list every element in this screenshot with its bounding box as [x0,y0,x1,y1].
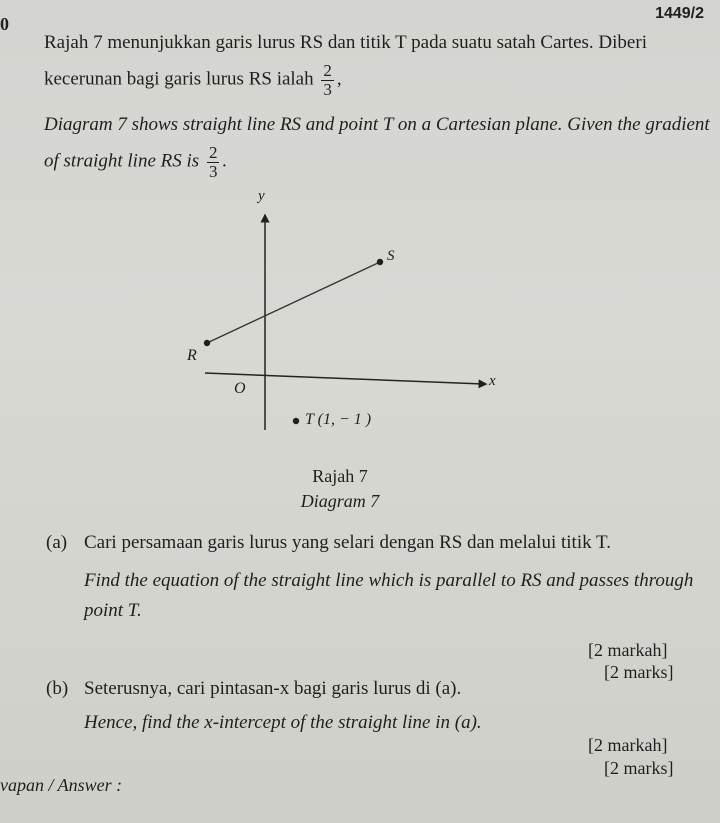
part-b-label: (b) [46,678,69,699]
answer-label: vapan / Answer : [0,775,123,795]
point-r-dot [204,340,210,346]
question-english-line2-text: of straight line RS is [44,150,200,172]
point-t-dot [293,418,299,424]
part-b-malay: Seterusnya, cari pintasan-x bagi garis lurus di (a). [84,678,462,699]
part-b-english: Hence, find the x-intercept of the straight line in (a). [84,712,482,733]
part-a-english-line1: Find the equation of the straight line which is parallel to RS and passes through [84,570,694,591]
question-malay-line2-text: kecerunan bagi garis lurus RS ialah [44,68,314,90]
question-malay-line1: Rajah 7 menunjukkan garis lurus RS dan titik T pada suatu satah Cartes. Diberi [44,32,647,53]
point-s-label: S [387,248,395,264]
part-a-label: (a) [46,532,68,553]
caption-malay: Rajah 7 [312,466,368,486]
part-b-marks-english: [2 marks] [604,758,674,778]
part-a-english-line2: point T. [84,600,142,621]
origin-label: O [234,380,246,397]
x-axis-label: x [489,373,496,389]
question-english-line1: Diagram 7 shows straight line RS and point T on a Cartesian plane. Given the gradient [44,114,710,135]
gradient-denominator: 3 [323,79,332,99]
part-a-marks-malay: [2 markah] [588,640,668,660]
part-b-marks-malay: [2 markah] [588,735,668,755]
caption-english: Diagram 7 [300,491,380,511]
question-malay-line2-suffix: , [336,68,342,90]
x-axis [205,373,483,384]
gradient-numerator-en: 2 [208,143,218,162]
part-a-malay: Cari persamaan garis lurus yang selari dengan RS dan melalui titik T. [84,532,611,553]
y-axis-label: y [258,188,265,204]
point-s-dot [377,259,383,265]
question-english-line2-suffix: . [222,150,228,172]
point-t-label: T (1, − 1 ) [305,411,372,428]
question-number: 0 [0,14,9,34]
part-a-marks-english: [2 marks] [604,662,674,682]
gradient-denominator-en: 3 [208,161,218,181]
line-rs [207,262,380,343]
paper-code: 1449/2 [655,5,704,22]
gradient-numerator: 2 [323,61,332,80]
point-r-label: R [187,347,197,364]
